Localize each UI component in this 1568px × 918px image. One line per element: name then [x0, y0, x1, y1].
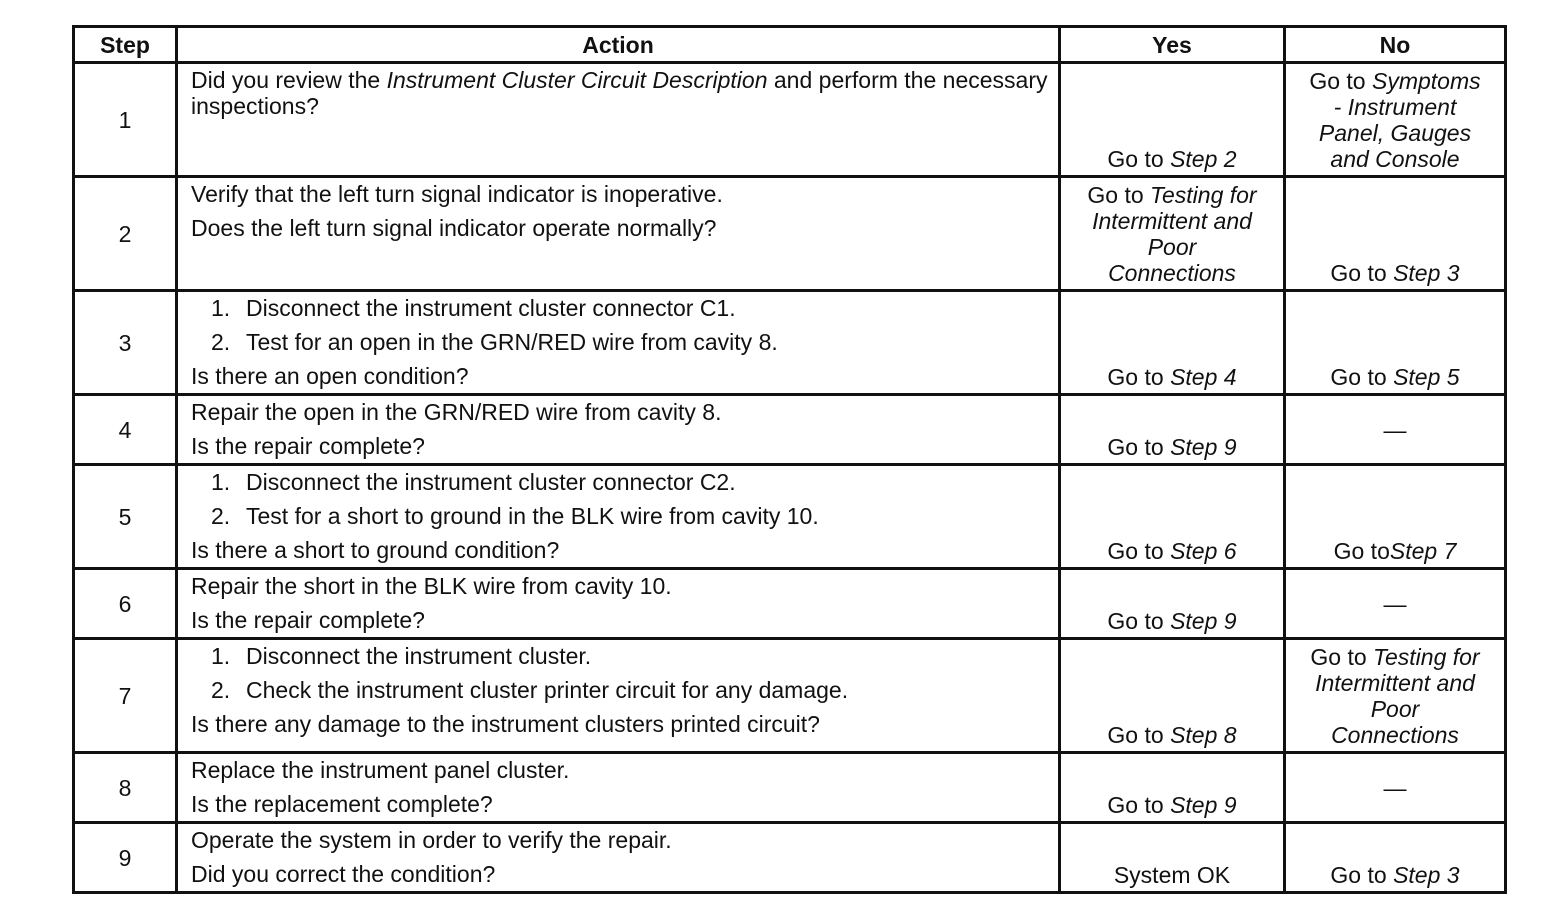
- numbered-step-text: Disconnect the instrument cluster connector C1.: [246, 295, 736, 321]
- text-run: Go to: [1330, 364, 1394, 390]
- no-result: [1285, 63, 1506, 177]
- step-index: 1.: [211, 643, 231, 669]
- text-run: Go to: [1107, 722, 1171, 748]
- yes-result: [1060, 823, 1285, 893]
- action-line: Does the left turn signal indicator operate normally?: [191, 215, 717, 241]
- text-run: and perform the necessary inspections?: [191, 67, 1048, 119]
- no-result-text: [1290, 538, 1500, 564]
- action-cell: [177, 63, 1060, 177]
- action-cell: [177, 753, 1060, 823]
- action-line: Operate the system in order to verify the repair.: [191, 827, 672, 853]
- question-line: Is there an open condition?: [191, 363, 469, 389]
- yes-result-text: [1065, 608, 1279, 634]
- yes-result: [1060, 465, 1285, 569]
- header-yes: Yes: [1060, 27, 1285, 63]
- numbered-step-text: Test for an open in the GRN/RED wire from cavity 8.: [246, 329, 778, 355]
- reference-link-text: Step 9: [1170, 608, 1237, 634]
- step-number: 6: [74, 569, 177, 639]
- action-cell: [177, 465, 1060, 569]
- table-row: [74, 291, 1506, 395]
- yes-result-text: [1065, 538, 1279, 564]
- step-number: 4: [74, 395, 177, 465]
- yes-result-text: [1065, 792, 1279, 818]
- step-index: 2.: [211, 329, 231, 355]
- action-line: Is the repair complete?: [191, 607, 425, 633]
- table-row: [74, 177, 1506, 291]
- no-result: [1285, 465, 1506, 569]
- reference-link-text: Testing for Intermittent and Poor Connections: [1315, 644, 1480, 748]
- action-cell: [177, 569, 1060, 639]
- numbered-step-text: Disconnect the instrument cluster.: [246, 643, 592, 669]
- text-run: Go to: [1107, 608, 1171, 634]
- action-line: Is the replacement complete?: [191, 791, 493, 817]
- reference-link-text: Symptoms - Instrument Panel, Gauges and Console: [1318, 68, 1481, 172]
- table-row: [74, 753, 1506, 823]
- text-run: Go to: [1330, 862, 1394, 888]
- yes-result: [1060, 177, 1285, 291]
- numbered-step: [191, 329, 1050, 355]
- yes-result: [1060, 291, 1285, 395]
- yes-result-text: [1065, 862, 1279, 888]
- header-action: Action: [177, 27, 1060, 63]
- yes-result-text: [1087, 182, 1257, 286]
- reference-link-text: Step 9: [1170, 434, 1237, 460]
- question-line: Is there any damage to the instrument clusters printed circuit?: [191, 711, 820, 737]
- no-result: [1285, 823, 1506, 893]
- yes-result: [1060, 753, 1285, 823]
- text-run: Go to: [1107, 146, 1171, 172]
- step-number: 1: [74, 63, 177, 177]
- text-run: Go to: [1107, 538, 1171, 564]
- text-run: Go to: [1107, 434, 1171, 460]
- diagnostic-table: [72, 25, 1507, 894]
- text-run: Go to: [1087, 182, 1151, 208]
- numbered-step: [191, 643, 1050, 669]
- no-result: [1285, 291, 1506, 395]
- yes-result: [1060, 63, 1285, 177]
- yes-result: [1060, 639, 1285, 753]
- table-row: [74, 823, 1506, 893]
- table-row: [74, 465, 1506, 569]
- step-index: 2.: [211, 677, 231, 703]
- no-result-text: [1290, 862, 1500, 888]
- action-line: Is the repair complete?: [191, 433, 425, 459]
- action-line: Replace the instrument panel cluster.: [191, 757, 570, 783]
- action-line: Repair the open in the GRN/RED wire from cavity 8.: [191, 399, 722, 425]
- reference-link-text: Step 5: [1393, 364, 1460, 390]
- no-result-text: [1308, 644, 1483, 748]
- no-result: [1285, 177, 1506, 291]
- text-run: Go to: [1310, 644, 1374, 670]
- yes-result: [1060, 569, 1285, 639]
- numbered-step: [191, 503, 1050, 529]
- no-result: —: [1285, 395, 1506, 465]
- yes-result-text: [1065, 722, 1279, 748]
- table-row: [74, 63, 1506, 177]
- step-number: 7: [74, 639, 177, 753]
- reference-link-text: Step 9: [1170, 792, 1237, 818]
- yes-result: [1060, 395, 1285, 465]
- numbered-step: [191, 469, 1050, 495]
- numbered-step-text: Check the instrument cluster printer circuit for any damage.: [246, 677, 849, 703]
- numbered-step: [191, 677, 1050, 703]
- action-line: Did you correct the condition?: [191, 861, 496, 887]
- text-run: System OK: [1113, 862, 1231, 888]
- text-run: Go to: [1107, 792, 1171, 818]
- action-line: Verify that the left turn signal indicator is inoperative.: [191, 181, 723, 207]
- action-cell: [177, 177, 1060, 291]
- table-row: [74, 395, 1506, 465]
- reference-link-text: Step 3: [1393, 260, 1460, 286]
- no-result-text: [1290, 260, 1500, 286]
- table-body: [74, 63, 1506, 893]
- yes-result-text: [1065, 146, 1279, 172]
- reference-link-text: Step 6: [1170, 538, 1237, 564]
- action-cell: [177, 395, 1060, 465]
- numbered-step-text: Disconnect the instrument cluster connector C2.: [246, 469, 736, 495]
- step-number: 3: [74, 291, 177, 395]
- text-run: Go to: [1107, 364, 1171, 390]
- reference-link-text: Step 2: [1170, 146, 1237, 172]
- reference-link-text: Step 4: [1170, 364, 1237, 390]
- no-result-text: [1290, 364, 1500, 390]
- step-number: 2: [74, 177, 177, 291]
- action-cell: [177, 639, 1060, 753]
- reference-link-text: Instrument Cluster Circuit Description: [386, 67, 768, 93]
- no-result: —: [1285, 753, 1506, 823]
- step-index: 2.: [211, 503, 231, 529]
- table-row: [74, 569, 1506, 639]
- yes-result-text: [1065, 434, 1279, 460]
- step-number: 5: [74, 465, 177, 569]
- no-result: [1285, 639, 1506, 753]
- header-step: Step: [74, 27, 177, 63]
- action-cell: [177, 823, 1060, 893]
- reference-link-text: Step 3: [1393, 862, 1460, 888]
- reference-link-text: Step 7: [1389, 538, 1457, 564]
- reference-link-text: Testing for Intermittent and Poor Connections: [1092, 182, 1257, 286]
- step-index: 1.: [211, 469, 231, 495]
- table-row: [74, 639, 1506, 753]
- question-line: Is there a short to ground condition?: [191, 537, 560, 563]
- no-result-text: [1305, 68, 1485, 172]
- numbered-step: [191, 295, 1050, 321]
- reference-link-text: Step 8: [1170, 722, 1237, 748]
- text-run: Go to: [1330, 260, 1394, 286]
- step-number: 9: [74, 823, 177, 893]
- numbered-step-text: Test for a short to ground in the BLK wire from cavity 10.: [246, 503, 819, 529]
- header-row: [74, 27, 1506, 63]
- step-number: 8: [74, 753, 177, 823]
- text-run: Go to: [1309, 68, 1372, 94]
- step-index: 1.: [211, 295, 231, 321]
- yes-result-text: [1065, 364, 1279, 390]
- no-result: —: [1285, 569, 1506, 639]
- action-line: Repair the short in the BLK wire from cavity 10.: [191, 573, 672, 599]
- text-run: Go to: [1333, 538, 1390, 564]
- text-run: Did you review the: [191, 67, 387, 93]
- header-no: No: [1285, 27, 1506, 63]
- action-cell: [177, 291, 1060, 395]
